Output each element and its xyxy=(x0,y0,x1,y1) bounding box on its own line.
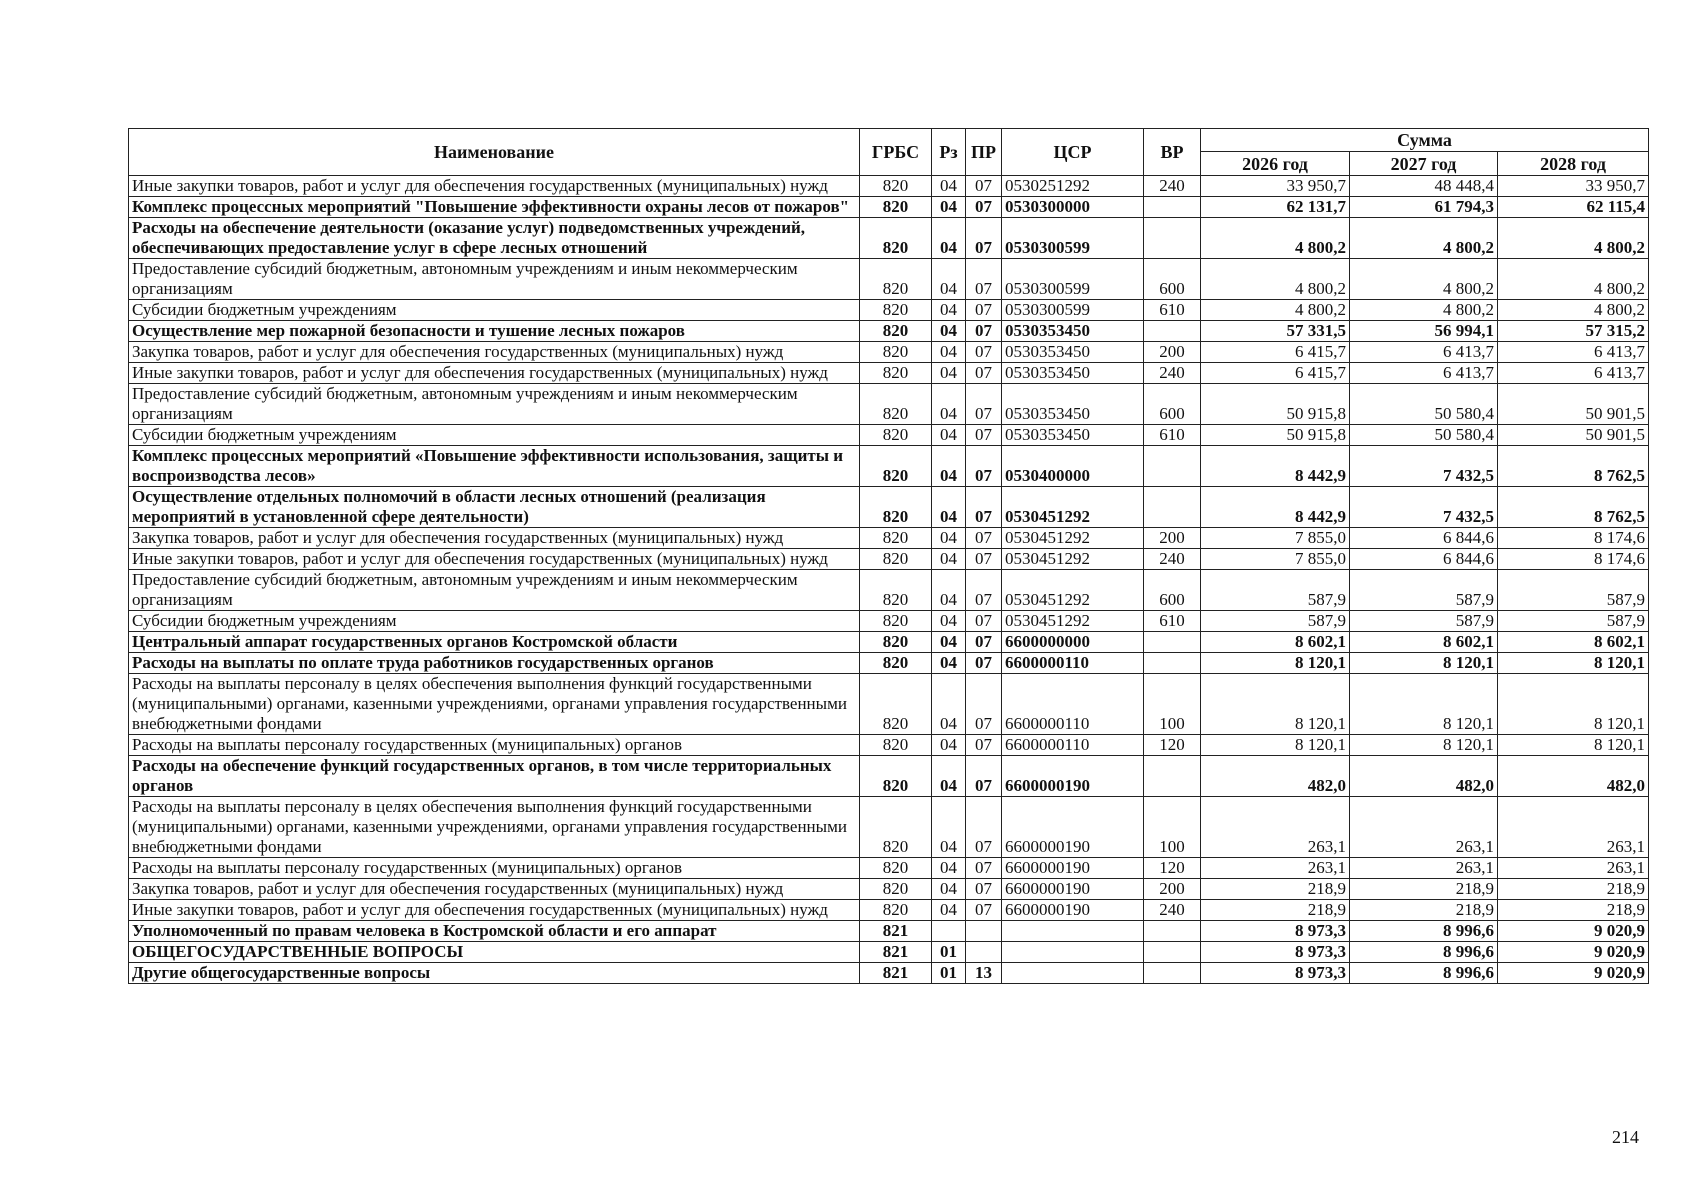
cell-rz: 04 xyxy=(932,528,966,549)
cell-rz: 04 xyxy=(932,321,966,342)
header-row-1 xyxy=(129,129,1649,152)
cell-2028: 4 800,2 xyxy=(1498,218,1649,259)
cell-csr xyxy=(1002,963,1144,984)
header-rz: Рз xyxy=(932,129,966,176)
cell-2028: 9 020,9 xyxy=(1498,942,1649,963)
cell-pr: 13 xyxy=(966,963,1002,984)
cell-2027: 218,9 xyxy=(1350,900,1498,921)
table-row xyxy=(129,528,1649,549)
cell-pr: 07 xyxy=(966,549,1002,570)
cell-rz: 04 xyxy=(932,653,966,674)
cell-2026: 57 331,5 xyxy=(1201,321,1350,342)
cell-2027: 61 794,3 xyxy=(1350,197,1498,218)
cell-2027: 482,0 xyxy=(1350,756,1498,797)
cell-name: Закупка товаров, работ и услуг для обеспечения государственных (муниципальных) нужд xyxy=(129,342,860,363)
cell-2027: 587,9 xyxy=(1350,611,1498,632)
cell-rz: 04 xyxy=(932,197,966,218)
cell-pr: 07 xyxy=(966,259,1002,300)
cell-vr xyxy=(1144,487,1201,528)
cell-pr: 07 xyxy=(966,570,1002,611)
cell-grbs: 820 xyxy=(860,653,932,674)
cell-csr xyxy=(1002,921,1144,942)
cell-2026: 4 800,2 xyxy=(1201,218,1350,259)
cell-pr: 07 xyxy=(966,858,1002,879)
cell-csr: 0530400000 xyxy=(1002,446,1144,487)
cell-2026: 218,9 xyxy=(1201,900,1350,921)
cell-2028: 6 413,7 xyxy=(1498,342,1649,363)
cell-2028: 482,0 xyxy=(1498,756,1649,797)
cell-2028: 587,9 xyxy=(1498,570,1649,611)
cell-rz: 04 xyxy=(932,384,966,425)
cell-rz xyxy=(932,921,966,942)
cell-2028: 218,9 xyxy=(1498,879,1649,900)
cell-csr: 0530451292 xyxy=(1002,611,1144,632)
header-grbs: ГРБС xyxy=(860,129,932,176)
cell-pr: 07 xyxy=(966,446,1002,487)
cell-name: Уполномоченный по правам человека в Костромской области и его аппарат xyxy=(129,921,860,942)
cell-pr xyxy=(966,942,1002,963)
cell-rz: 04 xyxy=(932,259,966,300)
cell-pr: 07 xyxy=(966,487,1002,528)
table-row xyxy=(129,735,1649,756)
cell-vr xyxy=(1144,653,1201,674)
cell-csr: 0530451292 xyxy=(1002,528,1144,549)
cell-pr: 07 xyxy=(966,735,1002,756)
cell-vr: 240 xyxy=(1144,549,1201,570)
table-row xyxy=(129,549,1649,570)
cell-name: Иные закупки товаров, работ и услуг для обеспечения государственных (муниципальных) нужд xyxy=(129,363,860,384)
cell-2028: 33 950,7 xyxy=(1498,176,1649,197)
cell-grbs: 820 xyxy=(860,342,932,363)
cell-grbs: 820 xyxy=(860,858,932,879)
table-row xyxy=(129,446,1649,487)
cell-2028: 218,9 xyxy=(1498,900,1649,921)
budget-sheet xyxy=(128,128,1649,984)
cell-2026: 587,9 xyxy=(1201,611,1350,632)
cell-vr: 240 xyxy=(1144,176,1201,197)
cell-vr: 120 xyxy=(1144,735,1201,756)
cell-2027: 263,1 xyxy=(1350,858,1498,879)
cell-csr: 6600000190 xyxy=(1002,756,1144,797)
table-row xyxy=(129,321,1649,342)
cell-pr: 07 xyxy=(966,879,1002,900)
cell-grbs: 821 xyxy=(860,942,932,963)
cell-2028: 8 174,6 xyxy=(1498,549,1649,570)
cell-grbs: 820 xyxy=(860,425,932,446)
cell-2027: 8 996,6 xyxy=(1350,942,1498,963)
header-csr: ЦСР xyxy=(1002,129,1144,176)
cell-grbs: 820 xyxy=(860,611,932,632)
cell-2028: 8 174,6 xyxy=(1498,528,1649,549)
cell-rz: 04 xyxy=(932,879,966,900)
cell-rz: 04 xyxy=(932,300,966,321)
cell-2026: 263,1 xyxy=(1201,858,1350,879)
cell-rz: 04 xyxy=(932,487,966,528)
cell-csr: 0530353450 xyxy=(1002,321,1144,342)
cell-name: Осуществление отдельных полномочий в области лесных отношений (реализация мероприятий в установленной сфере деятельности) xyxy=(129,487,860,528)
cell-rz: 04 xyxy=(932,756,966,797)
table-row xyxy=(129,176,1649,197)
cell-2027: 263,1 xyxy=(1350,797,1498,858)
cell-name: Субсидии бюджетным учреждениям xyxy=(129,300,860,321)
cell-name: Иные закупки товаров, работ и услуг для обеспечения государственных (муниципальных) нужд xyxy=(129,900,860,921)
table-row xyxy=(129,487,1649,528)
cell-grbs: 820 xyxy=(860,363,932,384)
cell-2027: 48 448,4 xyxy=(1350,176,1498,197)
cell-vr: 600 xyxy=(1144,259,1201,300)
cell-csr: 6600000190 xyxy=(1002,879,1144,900)
cell-2026: 8 120,1 xyxy=(1201,735,1350,756)
cell-2027: 8 120,1 xyxy=(1350,653,1498,674)
cell-name: Расходы на выплаты персоналу государственных (муниципальных) органов xyxy=(129,858,860,879)
cell-pr: 07 xyxy=(966,300,1002,321)
cell-csr: 0530353450 xyxy=(1002,363,1144,384)
cell-pr: 07 xyxy=(966,611,1002,632)
table-row xyxy=(129,342,1649,363)
cell-rz: 04 xyxy=(932,342,966,363)
cell-name: Субсидии бюджетным учреждениям xyxy=(129,611,860,632)
table-row xyxy=(129,197,1649,218)
cell-vr: 600 xyxy=(1144,570,1201,611)
cell-2027: 7 432,5 xyxy=(1350,487,1498,528)
cell-pr: 07 xyxy=(966,363,1002,384)
header-year-2028: 2028 год xyxy=(1498,152,1649,176)
cell-grbs: 820 xyxy=(860,797,932,858)
cell-rz: 04 xyxy=(932,674,966,735)
cell-rz: 01 xyxy=(932,963,966,984)
cell-name: Расходы на выплаты персоналу в целях обеспечения выполнения функций государственными (муниципальными) органами, казенными учреждениями, органами управления государственными внебюджетными фондами xyxy=(129,674,860,735)
cell-grbs: 820 xyxy=(860,570,932,611)
cell-2028: 8 762,5 xyxy=(1498,487,1649,528)
header-name: Наименование xyxy=(129,129,860,176)
cell-2028: 8 602,1 xyxy=(1498,632,1649,653)
cell-grbs: 820 xyxy=(860,259,932,300)
cell-2026: 8 120,1 xyxy=(1201,674,1350,735)
cell-grbs: 820 xyxy=(860,300,932,321)
cell-grbs: 820 xyxy=(860,900,932,921)
cell-2027: 8 996,6 xyxy=(1350,963,1498,984)
table-row xyxy=(129,363,1649,384)
cell-2028: 9 020,9 xyxy=(1498,963,1649,984)
cell-vr xyxy=(1144,446,1201,487)
cell-vr xyxy=(1144,756,1201,797)
cell-grbs: 820 xyxy=(860,632,932,653)
cell-2027: 8 120,1 xyxy=(1350,735,1498,756)
cell-2026: 8 602,1 xyxy=(1201,632,1350,653)
cell-pr: 07 xyxy=(966,674,1002,735)
cell-vr: 120 xyxy=(1144,858,1201,879)
cell-2028: 57 315,2 xyxy=(1498,321,1649,342)
cell-2026: 8 120,1 xyxy=(1201,653,1350,674)
cell-pr: 07 xyxy=(966,384,1002,425)
cell-2028: 8 762,5 xyxy=(1498,446,1649,487)
table-row xyxy=(129,259,1649,300)
cell-name: Предоставление субсидий бюджетным, автономным учреждениям и иным некоммерческим организациям xyxy=(129,259,860,300)
cell-2027: 6 413,7 xyxy=(1350,363,1498,384)
cell-2027: 8 996,6 xyxy=(1350,921,1498,942)
cell-vr xyxy=(1144,921,1201,942)
cell-rz: 04 xyxy=(932,176,966,197)
cell-vr xyxy=(1144,218,1201,259)
cell-grbs: 821 xyxy=(860,921,932,942)
cell-2026: 50 915,8 xyxy=(1201,384,1350,425)
cell-2026: 8 442,9 xyxy=(1201,446,1350,487)
cell-vr: 200 xyxy=(1144,528,1201,549)
budget-table xyxy=(128,128,1649,984)
cell-csr xyxy=(1002,942,1144,963)
cell-2026: 33 950,7 xyxy=(1201,176,1350,197)
cell-vr: 200 xyxy=(1144,342,1201,363)
cell-2028: 50 901,5 xyxy=(1498,384,1649,425)
cell-2027: 6 844,6 xyxy=(1350,528,1498,549)
cell-csr: 0530300599 xyxy=(1002,300,1144,321)
cell-grbs: 820 xyxy=(860,321,932,342)
cell-pr: 07 xyxy=(966,756,1002,797)
cell-2026: 587,9 xyxy=(1201,570,1350,611)
cell-csr: 0530451292 xyxy=(1002,549,1144,570)
cell-csr: 6600000190 xyxy=(1002,858,1144,879)
cell-pr: 07 xyxy=(966,653,1002,674)
cell-rz: 04 xyxy=(932,570,966,611)
table-row xyxy=(129,425,1649,446)
cell-csr: 0530300599 xyxy=(1002,259,1144,300)
cell-name: Расходы на обеспечение деятельности (оказание услуг) подведомственных учреждений, обеспечивающих предоставление услуг в сфере лесных отношений xyxy=(129,218,860,259)
cell-2028: 263,1 xyxy=(1498,797,1649,858)
cell-name: Осуществление мер пожарной безопасности и тушение лесных пожаров xyxy=(129,321,860,342)
cell-rz: 04 xyxy=(932,425,966,446)
cell-rz: 04 xyxy=(932,549,966,570)
cell-csr: 0530353450 xyxy=(1002,384,1144,425)
cell-2028: 62 115,4 xyxy=(1498,197,1649,218)
cell-rz: 04 xyxy=(932,632,966,653)
table-row xyxy=(129,858,1649,879)
cell-2026: 6 415,7 xyxy=(1201,363,1350,384)
cell-grbs: 820 xyxy=(860,756,932,797)
cell-pr: 07 xyxy=(966,218,1002,259)
cell-2027: 4 800,2 xyxy=(1350,259,1498,300)
cell-grbs: 821 xyxy=(860,963,932,984)
cell-2027: 6 844,6 xyxy=(1350,549,1498,570)
table-row xyxy=(129,756,1649,797)
cell-name: Иные закупки товаров, работ и услуг для обеспечения государственных (муниципальных) нужд xyxy=(129,549,860,570)
cell-grbs: 820 xyxy=(860,218,932,259)
cell-pr xyxy=(966,921,1002,942)
cell-name: Расходы на выплаты по оплате труда работников государственных органов xyxy=(129,653,860,674)
cell-2026: 218,9 xyxy=(1201,879,1350,900)
cell-2026: 50 915,8 xyxy=(1201,425,1350,446)
cell-2026: 8 973,3 xyxy=(1201,921,1350,942)
cell-2027: 587,9 xyxy=(1350,570,1498,611)
cell-vr: 610 xyxy=(1144,611,1201,632)
header-vr: ВР xyxy=(1144,129,1201,176)
cell-grbs: 820 xyxy=(860,879,932,900)
cell-2027: 218,9 xyxy=(1350,879,1498,900)
cell-2026: 7 855,0 xyxy=(1201,528,1350,549)
cell-name: Предоставление субсидий бюджетным, автономным учреждениям и иным некоммерческим организациям xyxy=(129,570,860,611)
table-row xyxy=(129,879,1649,900)
header-year-2027: 2027 год xyxy=(1350,152,1498,176)
cell-rz: 04 xyxy=(932,900,966,921)
cell-vr: 600 xyxy=(1144,384,1201,425)
cell-vr: 100 xyxy=(1144,797,1201,858)
cell-2027: 56 994,1 xyxy=(1350,321,1498,342)
cell-pr: 07 xyxy=(966,900,1002,921)
cell-csr: 6600000110 xyxy=(1002,653,1144,674)
cell-name: Иные закупки товаров, работ и услуг для обеспечения государственных (муниципальных) нужд xyxy=(129,176,860,197)
cell-name: Расходы на обеспечение функций государственных органов, в том числе территориальных органов xyxy=(129,756,860,797)
cell-vr xyxy=(1144,942,1201,963)
cell-vr: 200 xyxy=(1144,879,1201,900)
cell-grbs: 820 xyxy=(860,674,932,735)
cell-2028: 8 120,1 xyxy=(1498,674,1649,735)
cell-csr: 0530353450 xyxy=(1002,425,1144,446)
cell-name: Комплекс процессных мероприятий "Повышение эффективности охраны лесов от пожаров" xyxy=(129,197,860,218)
cell-pr: 07 xyxy=(966,528,1002,549)
cell-name: Центральный аппарат государственных органов Костромской области xyxy=(129,632,860,653)
cell-csr: 6600000000 xyxy=(1002,632,1144,653)
cell-2026: 4 800,2 xyxy=(1201,300,1350,321)
cell-name: Закупка товаров, работ и услуг для обеспечения государственных (муниципальных) нужд xyxy=(129,879,860,900)
cell-2027: 4 800,2 xyxy=(1350,300,1498,321)
cell-2027: 4 800,2 xyxy=(1350,218,1498,259)
cell-csr: 0530251292 xyxy=(1002,176,1144,197)
cell-pr: 07 xyxy=(966,176,1002,197)
cell-vr: 610 xyxy=(1144,300,1201,321)
cell-grbs: 820 xyxy=(860,384,932,425)
cell-2028: 263,1 xyxy=(1498,858,1649,879)
table-row xyxy=(129,797,1649,858)
header-sum: Сумма xyxy=(1201,129,1649,152)
cell-rz: 04 xyxy=(932,611,966,632)
cell-name: Предоставление субсидий бюджетным, автономным учреждениям и иным некоммерческим организациям xyxy=(129,384,860,425)
cell-csr: 6600000190 xyxy=(1002,797,1144,858)
table-row xyxy=(129,384,1649,425)
header-year-2026: 2026 год xyxy=(1201,152,1350,176)
cell-grbs: 820 xyxy=(860,549,932,570)
cell-name: Расходы на выплаты персоналу государственных (муниципальных) органов xyxy=(129,735,860,756)
cell-2026: 482,0 xyxy=(1201,756,1350,797)
cell-2026: 8 973,3 xyxy=(1201,942,1350,963)
cell-vr: 240 xyxy=(1144,363,1201,384)
cell-pr: 07 xyxy=(966,197,1002,218)
cell-2027: 6 413,7 xyxy=(1350,342,1498,363)
table-row xyxy=(129,611,1649,632)
cell-2028: 4 800,2 xyxy=(1498,300,1649,321)
cell-2027: 8 602,1 xyxy=(1350,632,1498,653)
page-number: 214 xyxy=(1612,1127,1639,1147)
cell-grbs: 820 xyxy=(860,197,932,218)
cell-2026: 8 973,3 xyxy=(1201,963,1350,984)
cell-csr: 0530300000 xyxy=(1002,197,1144,218)
cell-csr: 6600000110 xyxy=(1002,674,1144,735)
cell-name: Субсидии бюджетным учреждениям xyxy=(129,425,860,446)
cell-name: Расходы на выплаты персоналу в целях обеспечения выполнения функций государственными (муниципальными) органами, казенными учреждениями, органами управления государственными внебюджетными фондами xyxy=(129,797,860,858)
cell-rz: 04 xyxy=(932,218,966,259)
cell-vr xyxy=(1144,632,1201,653)
table-row xyxy=(129,900,1649,921)
cell-vr: 610 xyxy=(1144,425,1201,446)
table-row xyxy=(129,653,1649,674)
cell-2026: 4 800,2 xyxy=(1201,259,1350,300)
cell-rz: 04 xyxy=(932,797,966,858)
cell-2028: 6 413,7 xyxy=(1498,363,1649,384)
cell-vr xyxy=(1144,321,1201,342)
cell-2028: 587,9 xyxy=(1498,611,1649,632)
table-row xyxy=(129,570,1649,611)
cell-name: ОБЩЕГОСУДАРСТВЕННЫЕ ВОПРОСЫ xyxy=(129,942,860,963)
cell-pr: 07 xyxy=(966,425,1002,446)
table-row xyxy=(129,963,1649,984)
cell-2026: 7 855,0 xyxy=(1201,549,1350,570)
cell-csr: 0530353450 xyxy=(1002,342,1144,363)
cell-grbs: 820 xyxy=(860,487,932,528)
table-row xyxy=(129,921,1649,942)
cell-grbs: 820 xyxy=(860,176,932,197)
cell-rz: 04 xyxy=(932,735,966,756)
cell-2028: 8 120,1 xyxy=(1498,653,1649,674)
header-pr: ПР xyxy=(966,129,1002,176)
cell-2026: 62 131,7 xyxy=(1201,197,1350,218)
cell-pr: 07 xyxy=(966,632,1002,653)
table-row xyxy=(129,942,1649,963)
table-row xyxy=(129,300,1649,321)
cell-csr: 6600000190 xyxy=(1002,900,1144,921)
cell-2028: 9 020,9 xyxy=(1498,921,1649,942)
cell-csr: 0530300599 xyxy=(1002,218,1144,259)
cell-grbs: 820 xyxy=(860,735,932,756)
cell-name: Другие общегосударственные вопросы xyxy=(129,963,860,984)
cell-2028: 8 120,1 xyxy=(1498,735,1649,756)
cell-pr: 07 xyxy=(966,342,1002,363)
table-row xyxy=(129,632,1649,653)
cell-name: Закупка товаров, работ и услуг для обеспечения государственных (муниципальных) нужд xyxy=(129,528,860,549)
cell-vr xyxy=(1144,963,1201,984)
cell-rz: 04 xyxy=(932,446,966,487)
cell-rz: 04 xyxy=(932,363,966,384)
cell-csr: 0530451292 xyxy=(1002,487,1144,528)
cell-csr: 6600000110 xyxy=(1002,735,1144,756)
cell-2026: 263,1 xyxy=(1201,797,1350,858)
cell-2028: 4 800,2 xyxy=(1498,259,1649,300)
cell-2026: 6 415,7 xyxy=(1201,342,1350,363)
cell-2027: 8 120,1 xyxy=(1350,674,1498,735)
cell-2026: 8 442,9 xyxy=(1201,487,1350,528)
cell-vr: 100 xyxy=(1144,674,1201,735)
cell-vr: 240 xyxy=(1144,900,1201,921)
cell-2028: 50 901,5 xyxy=(1498,425,1649,446)
cell-pr: 07 xyxy=(966,321,1002,342)
cell-2027: 7 432,5 xyxy=(1350,446,1498,487)
cell-rz: 01 xyxy=(932,942,966,963)
table-row xyxy=(129,218,1649,259)
cell-grbs: 820 xyxy=(860,446,932,487)
cell-rz: 04 xyxy=(932,858,966,879)
cell-2027: 50 580,4 xyxy=(1350,384,1498,425)
cell-2027: 50 580,4 xyxy=(1350,425,1498,446)
cell-grbs: 820 xyxy=(860,528,932,549)
cell-pr: 07 xyxy=(966,797,1002,858)
cell-vr xyxy=(1144,197,1201,218)
table-row xyxy=(129,674,1649,735)
cell-csr: 0530451292 xyxy=(1002,570,1144,611)
cell-name: Комплекс процессных мероприятий «Повышение эффективности использования, защиты и воспроизводства лесов» xyxy=(129,446,860,487)
